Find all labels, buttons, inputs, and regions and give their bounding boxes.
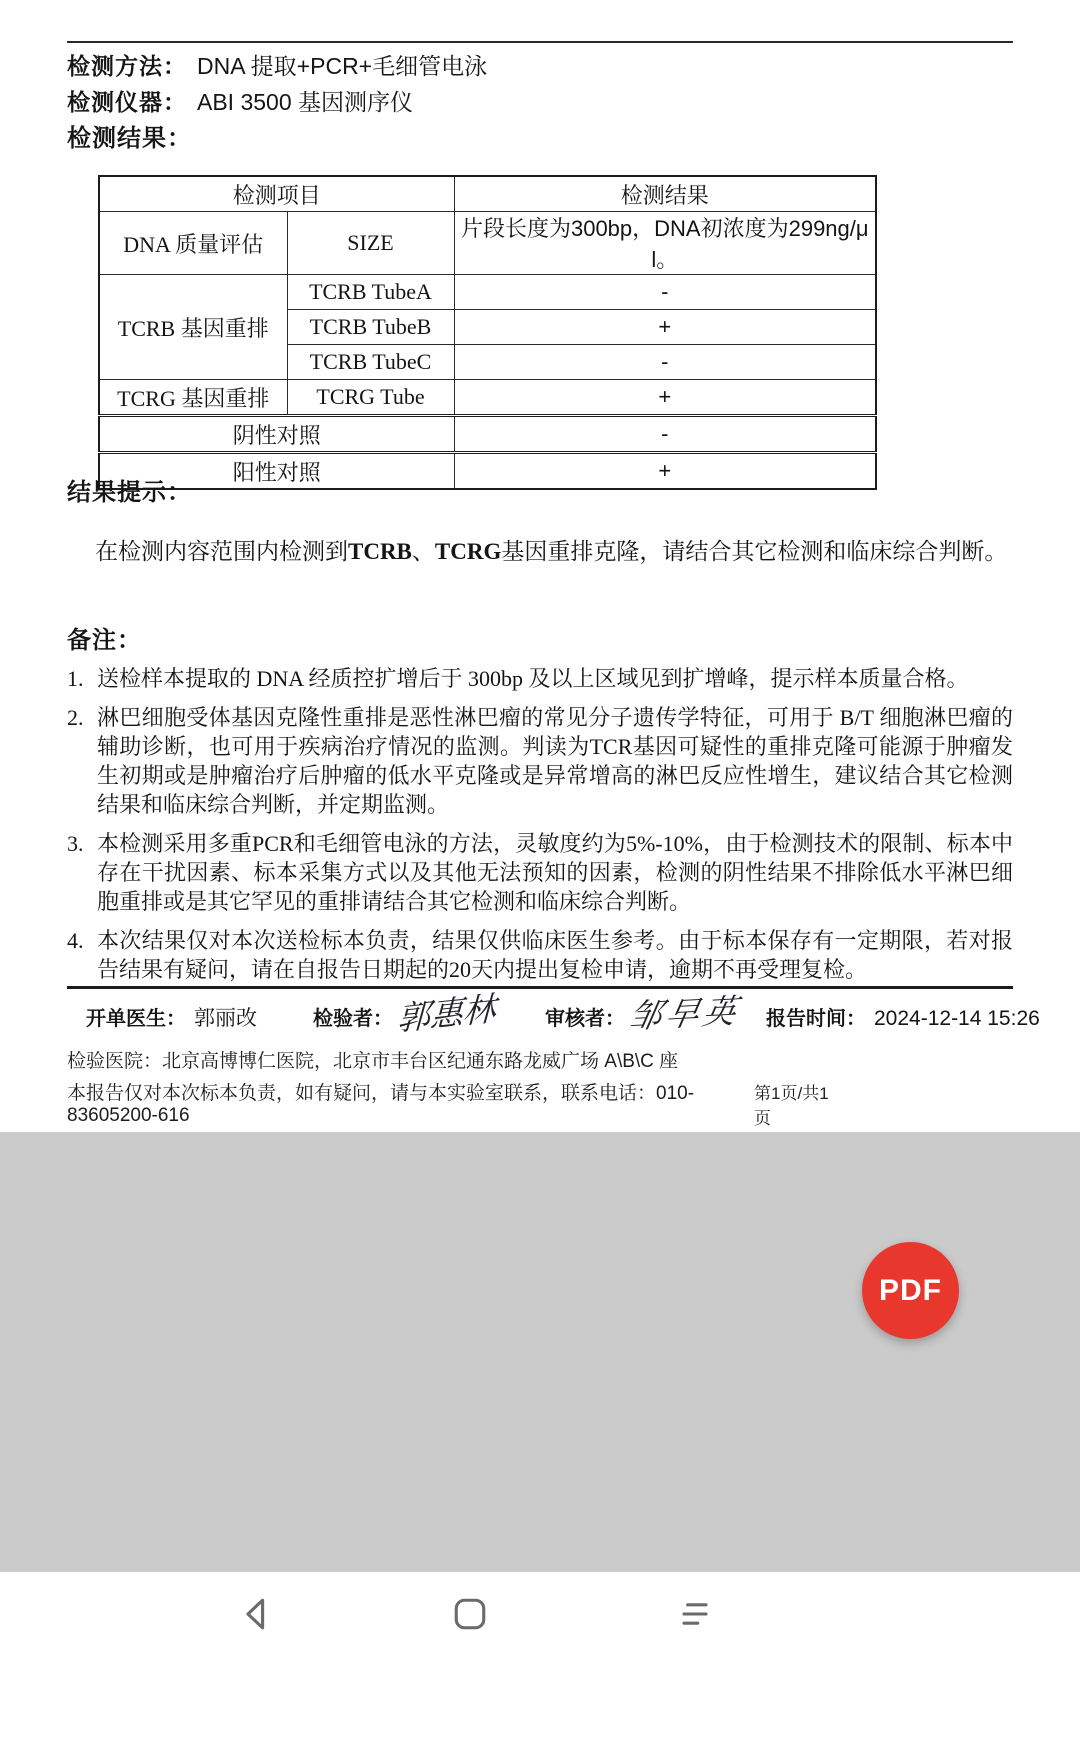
pdf-floating-button[interactable] — [862, 1242, 959, 1339]
instrument-line — [67, 84, 413, 117]
cell-quality-result: 片段长度为300bp，DNA初浓度为299ng/μ l。 — [454, 212, 876, 275]
report-time-value: 2024-12-14 15:26 — [874, 1007, 1040, 1030]
reviewer — [545, 990, 744, 1037]
method-value: DNA 提取+PCR+毛细管电泳 — [197, 53, 488, 79]
cell-positive-result: + — [454, 453, 876, 490]
cell-negative-result: - — [454, 416, 876, 453]
nav-home-button[interactable] — [448, 1592, 492, 1636]
notes-list — [67, 664, 1013, 994]
footer-rule — [67, 986, 1013, 989]
nav-back-button[interactable] — [236, 1592, 280, 1636]
table-row — [99, 212, 876, 275]
notes-heading: 备注： — [67, 627, 142, 654]
note-number: 4. — [67, 928, 84, 953]
note-number: 3. — [67, 831, 84, 856]
cell-tcrb-tubec: TCRB TubeC — [287, 345, 454, 380]
cell-tcrb-tubea: TCRB TubeA — [287, 275, 454, 310]
tester-signature: 郭惠林 — [396, 988, 497, 1039]
ordering-doctor-label: 开单医生： — [86, 1008, 186, 1030]
note-text: 本检测采用多重PCR和毛细管电泳的方法，灵敏度约为5%-10%，由于检测技术的限制、标本中存在干扰因素、标本采集方式以及其他无法预知的因素，检测的阴性结果不排除低水平淋巴细胞重排或是其它罕见的重排请结合其它检测和临床综合判断。 — [97, 831, 1013, 914]
hint-heading: 结果提示： — [67, 479, 192, 506]
method-line — [67, 48, 487, 81]
cell-tcrb-tubec-result: - — [454, 345, 876, 380]
table-row — [99, 416, 876, 453]
top-rule — [67, 41, 1013, 43]
note-item — [67, 703, 1013, 819]
note-text: 送检样本提取的 DNA 经质控扩增后于 300bp 及以上区域见到扩增峰，提示样本质量合格。 — [97, 666, 969, 691]
table-row — [99, 380, 876, 416]
note-item — [67, 829, 1013, 916]
report-time — [766, 1002, 1040, 1031]
hospital-line: 检验医院：北京高博博仁医院，北京市丰台区纪通东路龙威广场 A\B\C 座 — [67, 1051, 679, 1072]
cell-quality-sub: SIZE — [287, 212, 454, 275]
disclaimer-text: 本报告仅对本次标本负责，如有疑问，请与本实验室联系，联系电话：010-83605200-616 — [67, 1083, 695, 1126]
viewer-background — [0, 1132, 1080, 1572]
note-number: 1. — [67, 666, 84, 691]
hint-gene-tcrg: TCRG — [434, 539, 502, 564]
results-table — [98, 175, 877, 490]
nav-recents-button[interactable] — [673, 1592, 717, 1636]
ordering-doctor — [86, 1002, 257, 1032]
pdf-button-label: PDF — [879, 1273, 942, 1307]
col-header-item: 检测项目 — [99, 176, 454, 212]
instrument-label: 检测仪器： — [67, 89, 187, 115]
hint-separator: 、 — [411, 539, 435, 564]
table-row — [99, 275, 876, 310]
note-item — [67, 664, 1013, 693]
table-header-row — [99, 176, 876, 212]
cell-tcrb-tubeb: TCRB TubeB — [287, 310, 454, 345]
tester — [313, 988, 497, 1039]
cell-tcrb-group: TCRB 基因重排 — [99, 275, 287, 380]
instrument-value: ABI 3500 基因测序仪 — [197, 89, 414, 115]
table-row — [99, 453, 876, 490]
cell-quality-group: DNA 质量评估 — [99, 212, 287, 275]
tester-label: 检验者： — [313, 1008, 393, 1030]
cell-negative-control: 阴性对照 — [99, 416, 454, 453]
android-navbar — [0, 1572, 1080, 1758]
results-heading: 检测结果： — [67, 125, 192, 152]
reviewer-signature: 邹早英 — [625, 990, 744, 1037]
cell-tcrg-group: TCRG 基因重排 — [99, 380, 287, 416]
cell-tcrb-tubeb-result: + — [454, 310, 876, 345]
method-label: 检测方法： — [67, 53, 187, 79]
col-header-result: 检测结果 — [454, 176, 876, 212]
ordering-doctor-name: 郭丽改 — [194, 1007, 257, 1030]
hint-text: 在检测内容范围内检测到 — [95, 539, 348, 564]
cell-tcrg-result: + — [454, 380, 876, 416]
note-text: 淋巴细胞受体基因克隆性重排是恶性淋巴瘤的常见分子遗传学特征，可用于 B/T 细胞淋巴瘤的辅助诊断，也可用于疾病治疗情况的监测。判读为TCR基因可疑性的重排克隆可能源于肿瘤发生初期或是肿瘤治疗后肿瘤的低水平克隆或是异常增高的淋巴反应性增生，建议结合其它检测结果和临床综合判断，并定期监测。 — [97, 705, 1013, 817]
hint-text: 基因重排克隆，请结合其它检测和临床综合判断。 — [501, 539, 1008, 564]
cell-tcrb-tubea-result: - — [454, 275, 876, 310]
cell-positive-control: 阳性对照 — [99, 453, 454, 490]
reviewer-label: 审核者： — [545, 1008, 625, 1030]
signature-row — [67, 988, 1040, 1042]
note-item — [67, 926, 1013, 984]
note-number: 2. — [67, 705, 84, 730]
page-number: 第1页/共1页 — [754, 1084, 829, 1128]
note-text: 本次结果仅对本次送检标本负责，结果仅供临床医生参考。由于标本保存有一定期限，若对报告结果有疑问，请在自报告日期起的20天内提出复检申请，逾期不再受理复检。 — [97, 928, 1013, 982]
disclaimer-row — [67, 1078, 1013, 1129]
home-icon — [448, 1592, 492, 1636]
cell-tcrg-sub: TCRG Tube — [287, 380, 454, 416]
recents-icon — [673, 1592, 717, 1636]
hint-paragraph — [67, 536, 1013, 567]
back-icon — [236, 1592, 280, 1636]
report-time-label: 报告时间： — [766, 1008, 866, 1030]
hint-gene-tcrb: TCRB — [348, 539, 412, 564]
